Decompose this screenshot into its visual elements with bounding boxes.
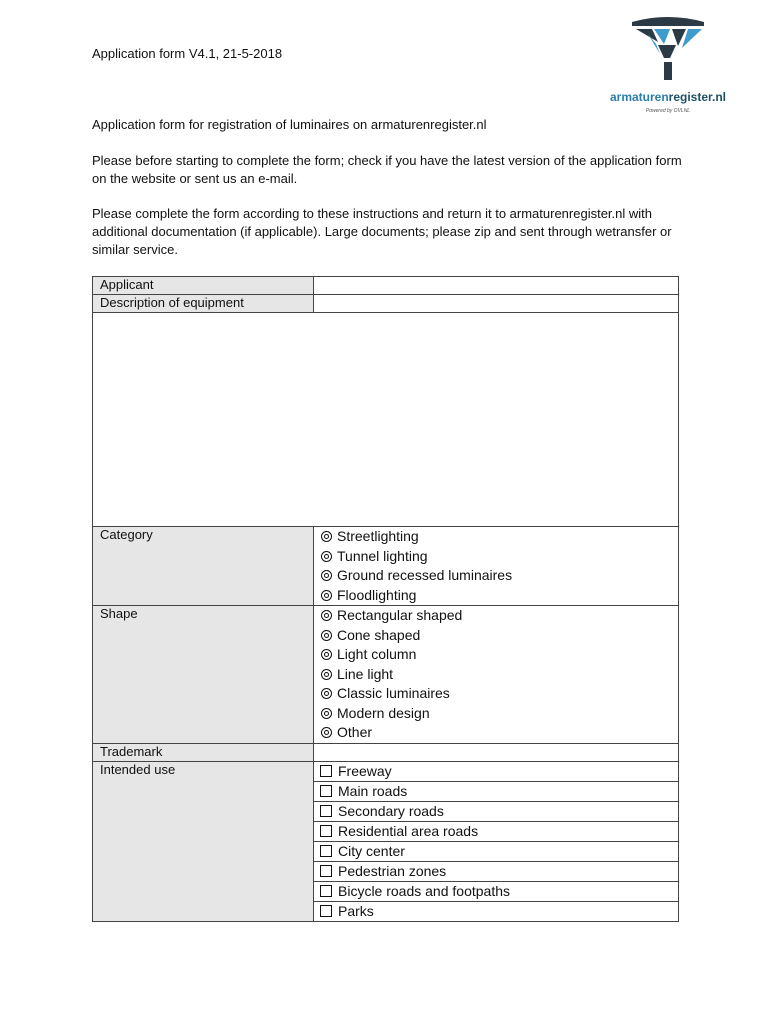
category-option[interactable]: Ground recessed luminaires (321, 566, 671, 586)
checkbox-icon (320, 825, 332, 837)
shape-option[interactable]: Line light (321, 665, 671, 685)
category-option[interactable]: Streetlighting (321, 527, 671, 547)
radio-icon (321, 649, 332, 660)
applicant-field[interactable] (314, 277, 679, 295)
shape-option[interactable]: Other (321, 723, 671, 743)
shape-option[interactable]: Modern design (321, 704, 671, 724)
logo-wordmark: armaturenregister.nl (609, 90, 727, 104)
checkbox-icon (320, 865, 332, 877)
checkbox-icon (320, 765, 332, 777)
intended-use-option[interactable]: City center (314, 841, 679, 861)
instructions: Please complete the form according to these instructions and return it to armaturenregister.nl with additional documentation (if applicable). Large documents; please zip and sent through wetransfer or similar service. (92, 206, 672, 257)
shape-option[interactable]: Rectangular shaped (321, 606, 671, 626)
shape-options (314, 606, 679, 744)
intended-use-option[interactable]: Secondary roads (314, 801, 679, 821)
radio-icon (321, 708, 332, 719)
logo-tagline: Powered by OVLNL (645, 108, 691, 114)
intended-use-option[interactable]: Main roads (314, 781, 679, 801)
category-option[interactable]: Floodlighting (321, 586, 671, 606)
form-version: Application form V4.1, 21-5-2018 (92, 46, 283, 61)
category-label: Category (93, 527, 314, 606)
radio-icon (321, 531, 332, 542)
intended-use-option[interactable]: Pedestrian zones (314, 861, 679, 881)
shape-label: Shape (93, 606, 314, 744)
intended-use-label: Intended use (93, 761, 314, 921)
checkbox-icon (320, 805, 332, 817)
form-title: Application form for registration of luminaires on armaturenregister.nl (92, 117, 487, 132)
radio-icon (321, 688, 332, 699)
category-option[interactable]: Tunnel lighting (321, 547, 671, 567)
category-options (314, 527, 679, 606)
funnel-logo-icon (630, 14, 706, 84)
intended-use-option[interactable]: Bicycle roads and footpaths (314, 881, 679, 901)
description-text-area[interactable] (93, 313, 679, 527)
intended-use-option[interactable]: Freeway (314, 761, 679, 781)
shape-option[interactable]: Light column (321, 645, 671, 665)
shape-option[interactable]: Classic luminaires (321, 684, 671, 704)
trademark-field[interactable] (314, 743, 679, 761)
description-label: Description of equipment (93, 295, 314, 313)
checkbox-icon (320, 905, 332, 917)
shape-option[interactable]: Cone shaped (321, 626, 671, 646)
intended-use-option[interactable]: Parks (314, 901, 679, 921)
intended-use-option[interactable]: Residential area roads (314, 821, 679, 841)
checkbox-icon (320, 785, 332, 797)
application-form-table (92, 276, 679, 922)
version-check-notice: Please before starting to complete the form; check if you have the latest version of the application form on the website or sent us an e-mail. (92, 153, 682, 186)
description-field[interactable] (314, 295, 679, 313)
applicant-label: Applicant (93, 277, 314, 295)
radio-icon (321, 590, 332, 601)
radio-icon (321, 610, 332, 621)
radio-icon (321, 630, 332, 641)
checkbox-icon (320, 845, 332, 857)
radio-icon (321, 551, 332, 562)
radio-icon (321, 669, 332, 680)
armaturenregister-logo (606, 14, 730, 120)
checkbox-icon (320, 885, 332, 897)
radio-icon (321, 727, 332, 738)
trademark-label: Trademark (93, 743, 314, 761)
radio-icon (321, 570, 332, 581)
